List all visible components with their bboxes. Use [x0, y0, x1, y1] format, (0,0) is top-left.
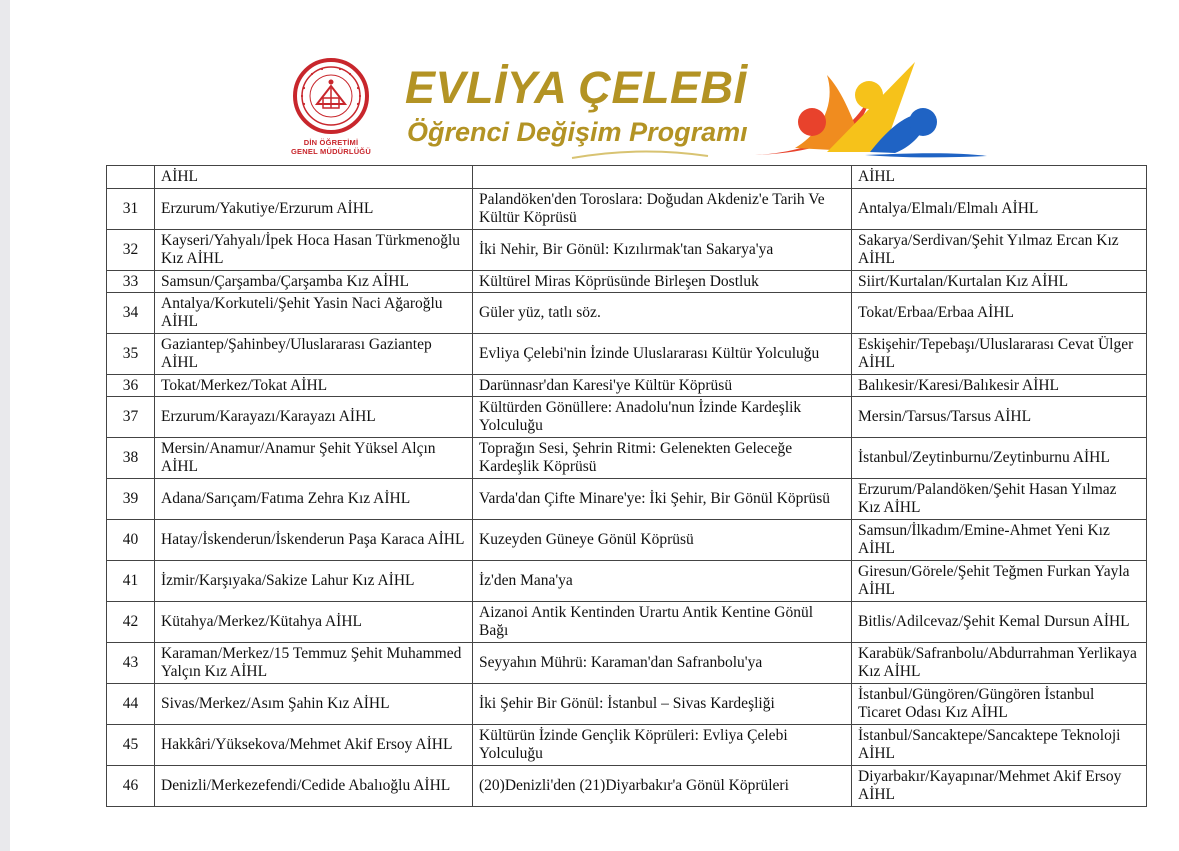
- origin-school-cell: İzmir/Karşıyaka/Sakize Lahur Kız AİHL: [155, 561, 473, 602]
- project-title-cell: [473, 166, 852, 189]
- row-number-cell: 36: [107, 375, 155, 397]
- partner-school-cell: Bitlis/Adilcevaz/Şehit Kemal Dursun AİHL: [852, 602, 1147, 643]
- row-number-cell: 40: [107, 520, 155, 561]
- row-number-cell: 43: [107, 643, 155, 684]
- project-title-cell: Seyyahın Mührü: Karaman'dan Safranbolu'ya: [473, 643, 852, 684]
- partner-school-cell: Eskişehir/Tepebaşı/Uluslararası Cevat Ülger AİHL: [852, 334, 1147, 375]
- row-number-cell: [107, 166, 155, 189]
- table-row: [107, 725, 1147, 766]
- partner-school-cell: Diyarbakır/Kayapınar/Mehmet Akif Ersoy AİHL: [852, 766, 1147, 807]
- partner-school-cell: Balıkesir/Karesi/Balıkesir AİHL: [852, 375, 1147, 397]
- table-row: [107, 397, 1147, 438]
- partner-school-cell: İstanbul/Güngören/Güngören İstanbul Ticaret Odası Kız AİHL: [852, 684, 1147, 725]
- origin-school-cell: Hakkâri/Yüksekova/Mehmet Akif Ersoy AİHL: [155, 725, 473, 766]
- row-number-cell: 33: [107, 271, 155, 293]
- table-row: [107, 271, 1147, 293]
- project-title-cell: İki Nehir, Bir Gönül: Kızılırmak'tan Sakarya'ya: [473, 230, 852, 271]
- partner-school-cell: Mersin/Tarsus/Tarsus AİHL: [852, 397, 1147, 438]
- partner-school-cell: AİHL: [852, 166, 1147, 189]
- row-number-cell: 32: [107, 230, 155, 271]
- document-page: [10, 0, 1179, 851]
- partner-school-cell: Erzurum/Palandöken/Şehit Hasan Yılmaz Kız AİHL: [852, 479, 1147, 520]
- project-title-cell: Kuzeyden Güneye Gönül Köprüsü: [473, 520, 852, 561]
- origin-school-cell: Kütahya/Merkez/Kütahya AİHL: [155, 602, 473, 643]
- program-figures-logo: [755, 60, 990, 160]
- table-row: [107, 166, 1147, 189]
- table-row: [107, 602, 1147, 643]
- table-row: [107, 520, 1147, 561]
- origin-school-cell: Denizli/Merkezefendi/Cedide Abalıoğlu AİHL: [155, 766, 473, 807]
- project-title-cell: (20)Denizli'den (21)Diyarbakır'a Gönül Köprüleri: [473, 766, 852, 807]
- ministry-seal-logo: [282, 58, 380, 158]
- table-row: [107, 684, 1147, 725]
- table-row: [107, 230, 1147, 271]
- project-title-cell: Güler yüz, tatlı söz.: [473, 293, 852, 334]
- origin-school-cell: AİHL: [155, 166, 473, 189]
- origin-school-cell: Sivas/Merkez/Asım Şahin Kız AİHL: [155, 684, 473, 725]
- row-number-cell: 45: [107, 725, 155, 766]
- seal-line1: DİN ÖĞRETİMİ: [303, 138, 359, 147]
- partner-school-cell: Siirt/Kurtalan/Kurtalan Kız AİHL: [852, 271, 1147, 293]
- origin-school-cell: Gaziantep/Şahinbey/Uluslararası Gaziantep AİHL: [155, 334, 473, 375]
- partner-school-cell: Giresun/Görele/Şehit Teğmen Furkan Yayla AİHL: [852, 561, 1147, 602]
- origin-school-cell: Karaman/Merkez/15 Temmuz Şehit Muhammed Yalçın Kız AİHL: [155, 643, 473, 684]
- partner-school-cell: Tokat/Erbaa/Erbaa AİHL: [852, 293, 1147, 334]
- origin-school-cell: Mersin/Anamur/Anamur Şehit Yüksel Alçın AİHL: [155, 438, 473, 479]
- project-title-cell: Varda'dan Çifte Minare'ye: İki Şehir, Bir Gönül Köprüsü: [473, 479, 852, 520]
- document-header: [10, 0, 1179, 165]
- project-title-cell: Aizanoi Antik Kentinden Urartu Antik Kentine Gönül Bağı: [473, 602, 852, 643]
- project-title-cell: Toprağın Sesi, Şehrin Ritmi: Gelenekten Geleceğe Kardeşlik Köprüsü: [473, 438, 852, 479]
- row-number-cell: 37: [107, 397, 155, 438]
- row-number-cell: 44: [107, 684, 155, 725]
- partner-school-cell: Samsun/İlkadım/Emine-Ahmet Yeni Kız AİHL: [852, 520, 1147, 561]
- origin-school-cell: Kayseri/Yahyalı/İpek Hoca Hasan Türkmenoğlu Kız AİHL: [155, 230, 473, 271]
- exchange-table: [106, 165, 1147, 807]
- row-number-cell: 41: [107, 561, 155, 602]
- table-row: [107, 479, 1147, 520]
- partner-school-cell: Antalya/Elmalı/Elmalı AİHL: [852, 189, 1147, 230]
- project-title-cell: Evliya Çelebi'nin İzinde Uluslararası Kültür Yolculuğu: [473, 334, 852, 375]
- origin-school-cell: Erzurum/Karayazı/Karayazı AİHL: [155, 397, 473, 438]
- partner-school-cell: İstanbul/Sancaktepe/Sancaktepe Teknoloji AİHL: [852, 725, 1147, 766]
- table-row: [107, 438, 1147, 479]
- row-number-cell: 31: [107, 189, 155, 230]
- table-row: [107, 643, 1147, 684]
- origin-school-cell: Antalya/Korkuteli/Şehit Yasin Naci Ağaroğlu AİHL: [155, 293, 473, 334]
- origin-school-cell: Erzurum/Yakutiye/Erzurum AİHL: [155, 189, 473, 230]
- row-number-cell: 38: [107, 438, 155, 479]
- project-title-cell: Kültürden Gönüllere: Anadolu'nun İzinde Kardeşlik Yolculuğu: [473, 397, 852, 438]
- row-number-cell: 34: [107, 293, 155, 334]
- partner-school-cell: İstanbul/Zeytinburnu/Zeytinburnu AİHL: [852, 438, 1147, 479]
- partner-school-cell: Karabük/Safranbolu/Abdurrahman Yerlikaya Kız AİHL: [852, 643, 1147, 684]
- origin-school-cell: Tokat/Merkez/Tokat AİHL: [155, 375, 473, 397]
- project-title-cell: İz'den Mana'ya: [473, 561, 852, 602]
- table-row: [107, 375, 1147, 397]
- program-subtitle: Öğrenci Değişim Programı: [407, 117, 748, 147]
- project-title-cell: Kültürün İzinde Gençlik Köprüleri: Evliya Çelebi Yolculuğu: [473, 725, 852, 766]
- project-title-cell: Darünnasr'dan Karesi'ye Kültür Köprüsü: [473, 375, 852, 397]
- table-row: [107, 561, 1147, 602]
- seal-line2: GENEL MÜDÜRLÜĞÜ: [291, 147, 371, 156]
- project-title-cell: İki Şehir Bir Gönül: İstanbul – Sivas Kardeşliği: [473, 684, 852, 725]
- origin-school-cell: Adana/Sarıçam/Fatıma Zehra Kız AİHL: [155, 479, 473, 520]
- exchange-table-body: [107, 166, 1147, 807]
- row-number-cell: 42: [107, 602, 155, 643]
- partner-school-cell: Sakarya/Serdivan/Şehit Yılmaz Ercan Kız AİHL: [852, 230, 1147, 271]
- program-title: EVLİYA ÇELEBİ: [405, 62, 747, 113]
- row-number-cell: 35: [107, 334, 155, 375]
- table-row: [107, 766, 1147, 807]
- swoosh-decoration: [570, 148, 710, 162]
- row-number-cell: 39: [107, 479, 155, 520]
- table-row: [107, 189, 1147, 230]
- project-title-cell: Palandöken'den Toroslara: Doğudan Akdeniz'e Tarih Ve Kültür Köprüsü: [473, 189, 852, 230]
- origin-school-cell: Hatay/İskenderun/İskenderun Paşa Karaca AİHL: [155, 520, 473, 561]
- origin-school-cell: Samsun/Çarşamba/Çarşamba Kız AİHL: [155, 271, 473, 293]
- project-title-cell: Kültürel Miras Köprüsünde Birleşen Dostluk: [473, 271, 852, 293]
- table-row: [107, 293, 1147, 334]
- table-row: [107, 334, 1147, 375]
- row-number-cell: 46: [107, 766, 155, 807]
